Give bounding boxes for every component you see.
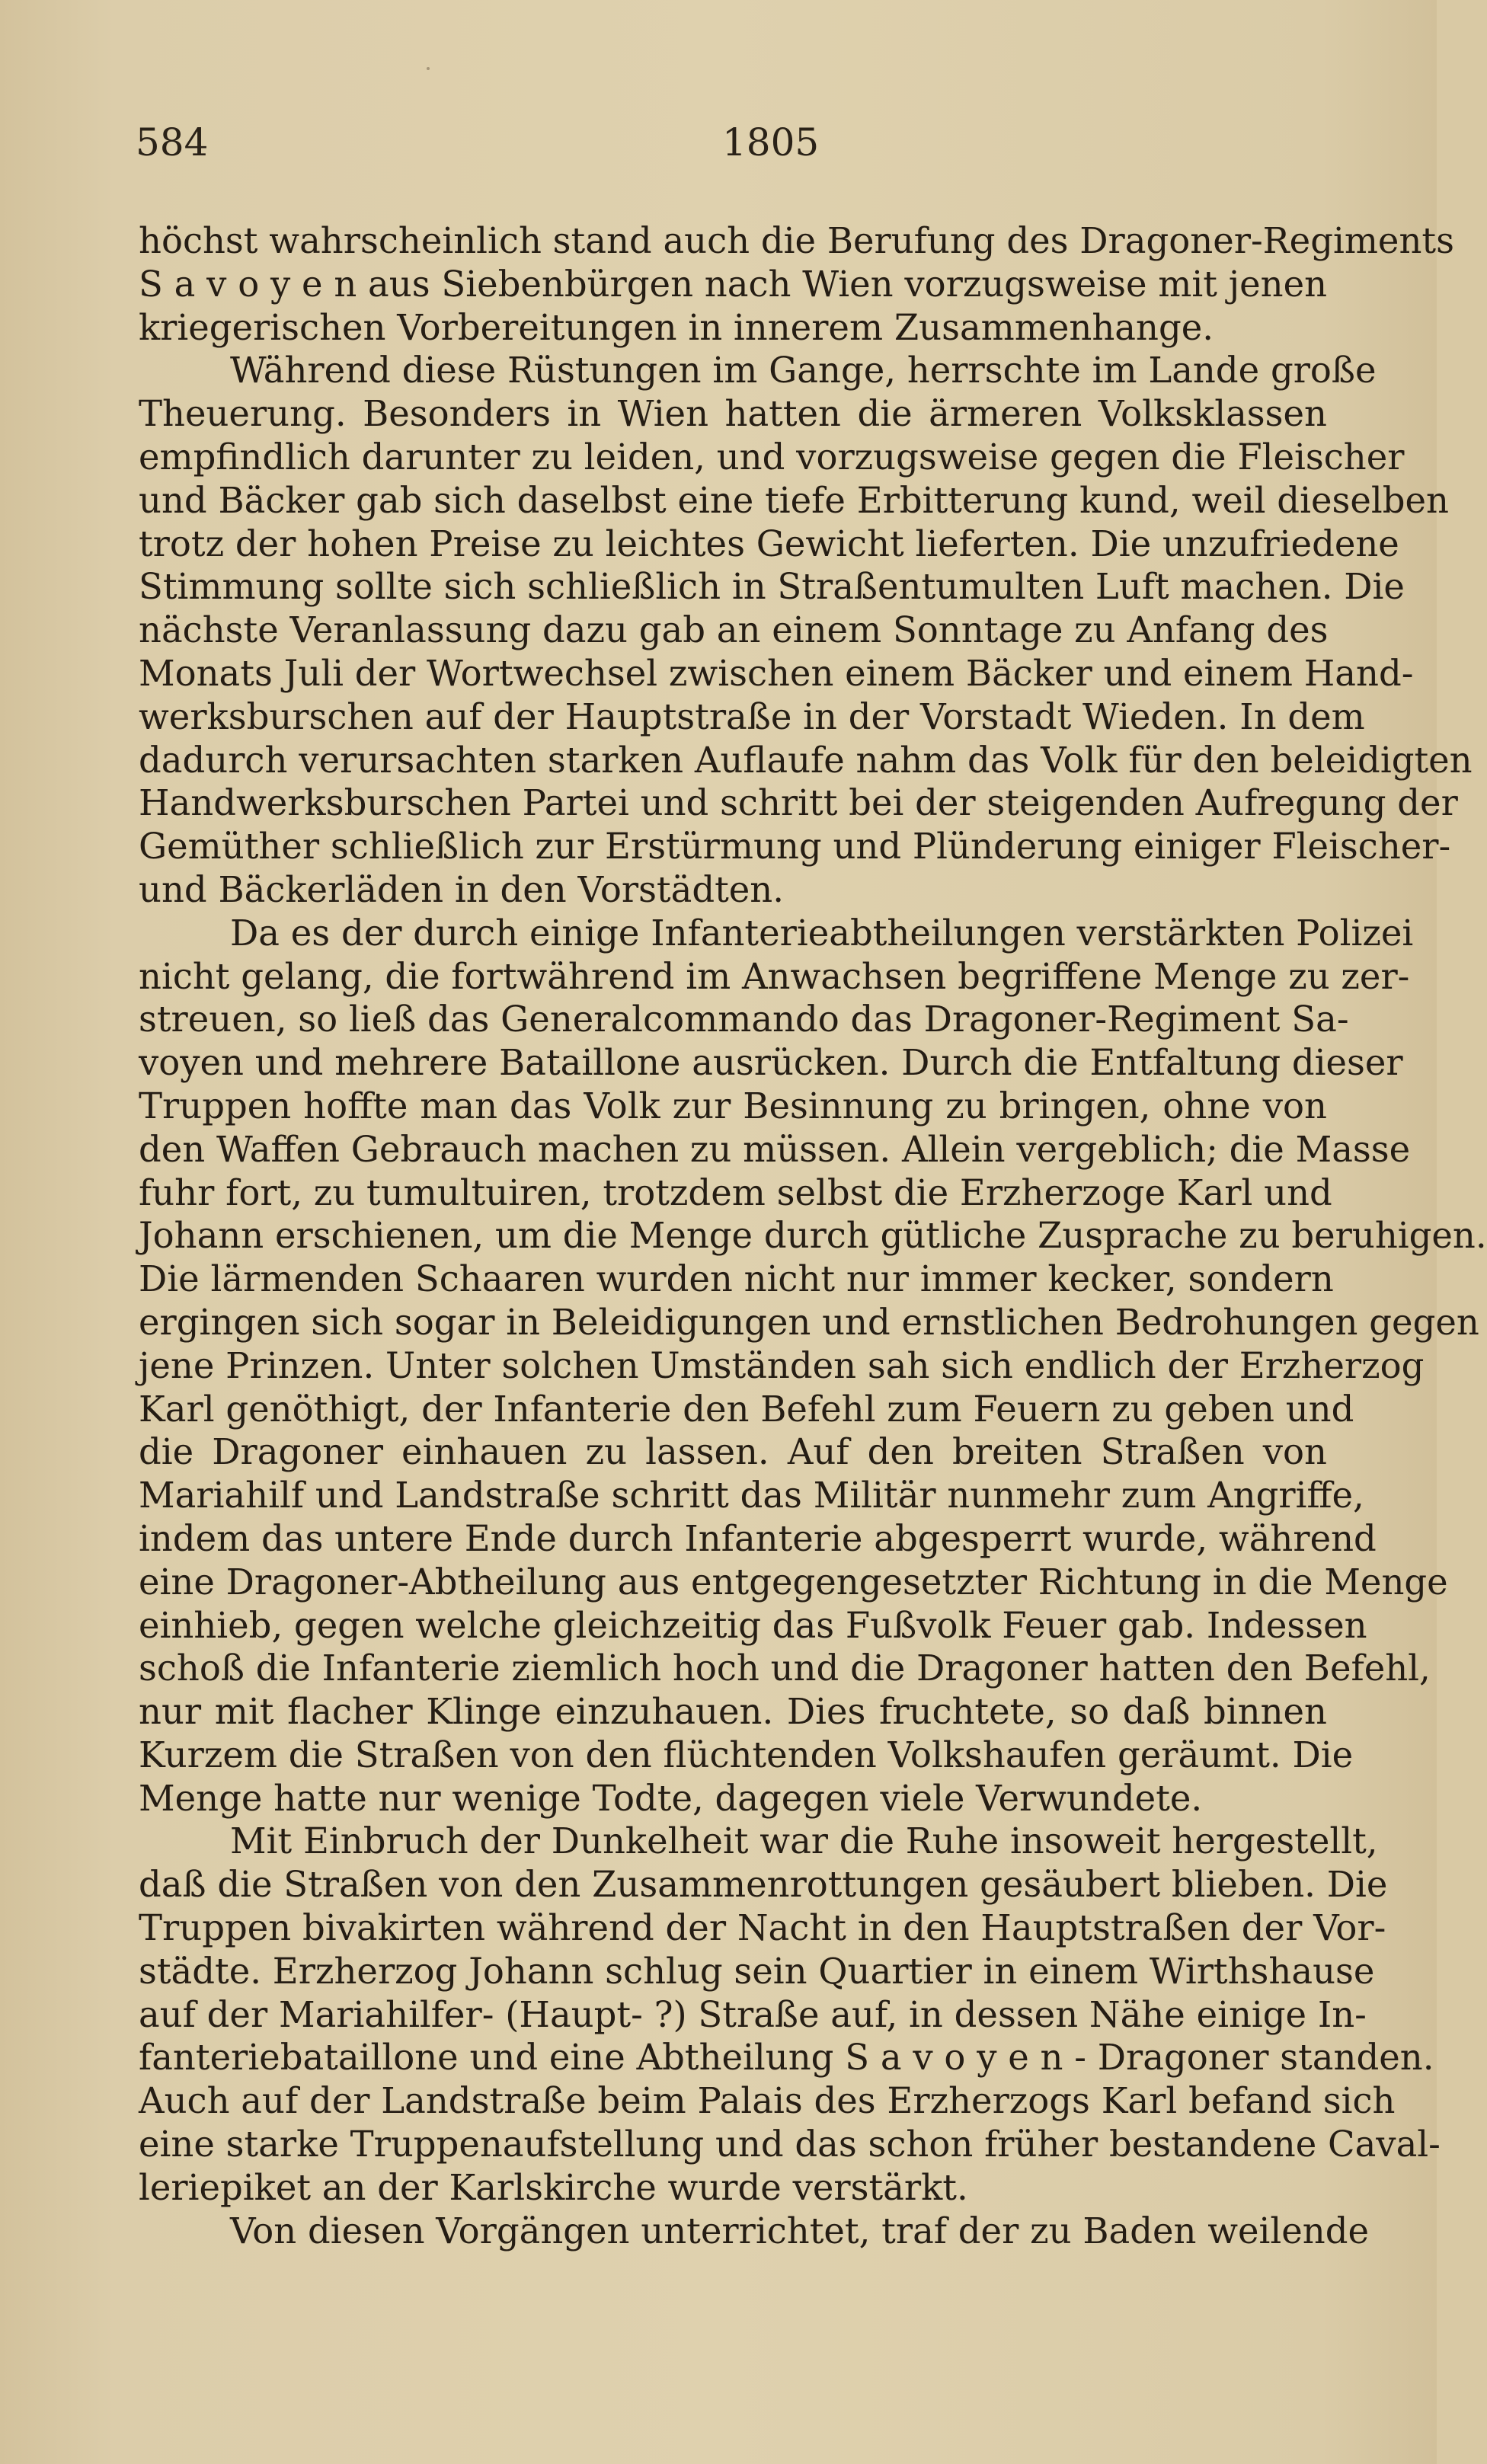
text-line: werksburschen auf der Hauptstraße in der Vorstadt Wieden. In dem (139, 695, 1365, 737)
text-line: Truppen hoffte man das Volk zur Besinnung zu bringen, ohne von (139, 1085, 1327, 1127)
text-line: Truppen bivakirten während der Nacht in den Hauptstraßen der Vor- (139, 1907, 1386, 1949)
text-line: leriepiket an der Karlskirche wurde verstärkt. (139, 2166, 968, 2208)
text-line: Menge hatte nur wenige Todte, dagegen viele Verwundete. (139, 1777, 1203, 1819)
text-line: trotz der hohen Preise zu leichtes Gewicht lieferten. Die unzufriedene (139, 523, 1399, 564)
text-line: nicht gelang, die fortwährend im Anwachsen begriffene Menge zu zer- (139, 955, 1410, 997)
text-line: den Waffen Gebrauch machen zu müssen. Allein vergeblich; die Masse (139, 1128, 1411, 1170)
ink-speck (427, 67, 430, 70)
text-line: Während diese Rüstungen im Gange, herrschte im Lande große (230, 350, 1377, 391)
text-line: Mit Einbruch der Dunkelheit war die Ruhe insoweit hergestellt, (230, 1820, 1378, 1862)
text-line: städte. Erzherzog Johann schlug sein Quartier in einem Wirthshause (139, 1950, 1375, 1992)
text-line: ergingen sich sogar in Beleidigungen und ernstlichen Bedrohungen gegen (139, 1301, 1479, 1343)
text-line: Mariahilf und Landstraße schritt das Militär nunmehr zum Angriffe, (139, 1475, 1364, 1516)
running-head-year: 1805 (722, 120, 820, 165)
text-line: empfindlich darunter zu leiden, und vorzugsweise gegen die Fleischer (139, 436, 1405, 478)
text-line: Handwerksburschen Partei und schritt bei der steigenden Aufregung der (139, 782, 1458, 824)
text-line: und Bäcker gab sich daselbst eine tiefe Erbitterung kund, weil dieselben (139, 479, 1449, 521)
text-line: S a v o y e n aus Siebenbürgen nach Wien vorzugsweise mit jenen (139, 263, 1328, 305)
text-line: Gemüther schließlich zur Erstürmung und Plünderung einiger Fleischer- (139, 826, 1451, 868)
text-line: indem das untere Ende durch Infanterie abgesperrt wurde, während (139, 1517, 1377, 1559)
text-line: Kurzem die Straßen von den flüchtenden Volkshaufen geräumt. Die (139, 1734, 1354, 1775)
text-line: fanteriebataillone und eine Abtheilung S a v o y e n - Dragoner standen. (139, 2037, 1434, 2079)
text-line: einhieb, gegen welche gleichzeitig das Fußvolk Feuer gab. Indessen (139, 1604, 1367, 1646)
body-text (139, 219, 1487, 2252)
text-line: streuen, so ließ das Generalcommando das Dragoner-Regiment Sa- (139, 999, 1349, 1040)
text-line: auf der Mariahilfer- (Haupt- ?) Straße auf, in dessen Nähe einige In- (139, 1993, 1367, 2035)
text-line: eine starke Truppenaufstellung und das schon früher bestandene Caval- (139, 2124, 1441, 2165)
page-number: 584 (136, 120, 209, 165)
text-line: daß die Straßen von den Zusammenrottungen gesäubert blieben. Die (139, 1864, 1388, 1906)
text-line: fuhr fort, zu tumultuiren, trotzdem selbst die Erzherzoge Karl und (139, 1171, 1332, 1213)
text-line: dadurch verursachten starken Auflaufe nahm das Volk für den beleidigten (139, 739, 1473, 781)
text-line: Auch auf der Landstraße beim Palais des Erzherzogs Karl befand sich (139, 2080, 1396, 2122)
text-line: Karl genöthigt, der Infanterie den Befehl zum Feuern zu geben und (139, 1388, 1354, 1430)
text-line: eine Dragoner-Abtheilung aus entgegengesetzter Richtung in die Menge (139, 1561, 1448, 1603)
text-line: Theuerung. Besonders in Wien hatten die ärmeren Volksklassen (139, 393, 1327, 435)
text-line: jene Prinzen. Unter solchen Umständen sah sich endlich der Erzherzog (139, 1344, 1425, 1386)
text-line: Monats Juli der Wortwechsel zwischen einem Bäcker und einem Hand- (139, 652, 1414, 694)
text-line: nur mit flacher Klinge einzuhauen. Dies fruchtete, so daß binnen (139, 1691, 1327, 1733)
text-line: höchst wahrscheinlich stand auch die Berufung des Dragoner-Regiments (139, 220, 1454, 261)
text-line: kriegerischen Vorbereitungen in innerem Zusammenhange. (139, 306, 1214, 348)
text-line: und Bäckerläden in den Vorstädten. (139, 868, 785, 910)
text-line: Johann erschienen, um die Menge durch gütliche Zusprache zu beruhigen. (139, 1215, 1487, 1257)
page-header (136, 120, 1309, 174)
text-line: die Dragoner einhauen zu lassen. Auf den breiten Straßen von (139, 1431, 1327, 1473)
text-line: Da es der durch einige Infanterieabtheilungen verstärkten Polizei (230, 912, 1414, 954)
text-line: schoß die Infanterie ziemlich hoch und die Dragoner hatten den Befehl, (139, 1647, 1431, 1689)
text-line: Stimmung sollte sich schließlich in Straßentumulten Luft machen. Die (139, 566, 1405, 608)
text-line: nächste Veranlassung dazu gab an einem Sonntage zu Anfang des (139, 609, 1329, 651)
text-line: Die lärmenden Schaaren wurden nicht nur immer kecker, sondern (139, 1258, 1334, 1300)
text-line: Von diesen Vorgängen unterrichtet, traf der zu Baden weilende (230, 2210, 1370, 2251)
text-line: voyen und mehrere Bataillone ausrücken. Durch die Entfaltung dieser (139, 1042, 1403, 1084)
